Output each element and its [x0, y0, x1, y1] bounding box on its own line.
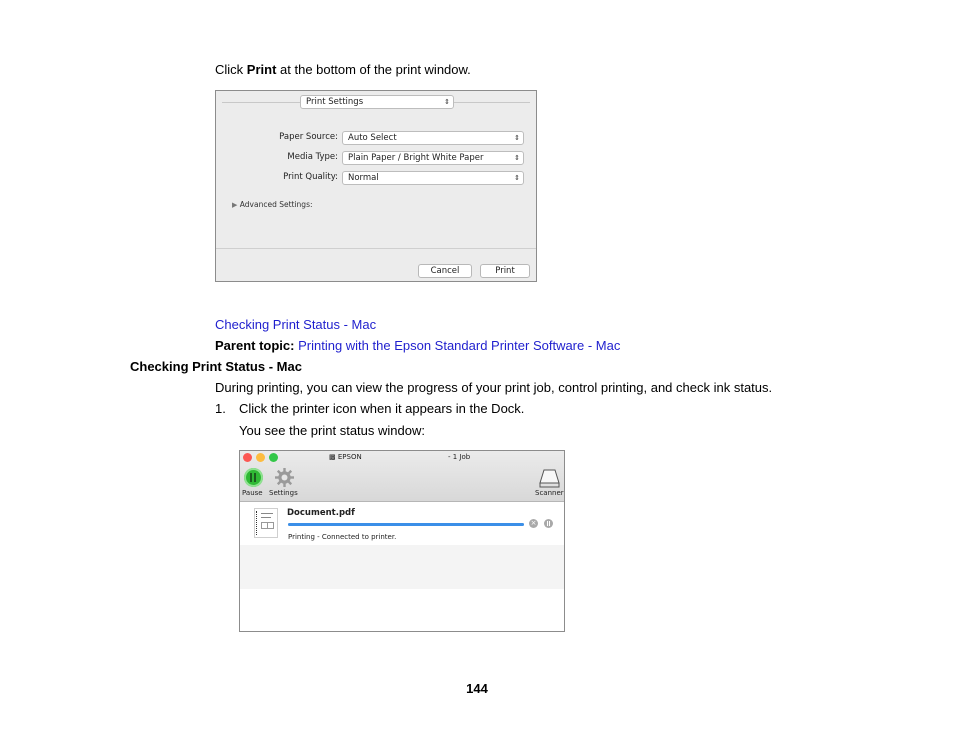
parent-topic-line — [215, 338, 620, 354]
updown-chevron-icon: ⇕ — [514, 174, 520, 182]
step-result: You see the print status window: — [239, 423, 425, 438]
empty-list-row — [240, 545, 564, 589]
media-type-popup[interactable]: Plain Paper / Bright White Paper ⇕ — [342, 151, 524, 165]
progress-fill — [288, 523, 524, 526]
print-quality-popup[interactable]: Normal ⇕ — [342, 171, 524, 185]
print-quality-label: Print Quality: — [283, 172, 338, 182]
progress-track — [288, 523, 524, 526]
checking-status-link-line — [215, 317, 376, 333]
document-thumbnail — [254, 508, 278, 538]
window-title: ▩ EPSON — [329, 453, 362, 461]
updown-chevron-icon: ⇕ — [514, 134, 520, 142]
section-heading: Checking Print Status - Mac — [130, 359, 302, 374]
gear-icon[interactable] — [274, 467, 295, 488]
scanner-label: Scanner — [535, 489, 564, 497]
cancel-button[interactable]: Cancel — [418, 264, 472, 278]
section-body: During printing, you can view the progress of your print job, control printing, and check ink status. — [215, 380, 773, 395]
job-status-text: Printing - Connected to printer. — [288, 533, 397, 541]
pause-label: Pause — [242, 489, 263, 497]
step-text: Click the printer icon when it appears in the Dock. — [239, 401, 525, 416]
print-button[interactable]: Print — [480, 264, 530, 278]
pause-icon — [250, 473, 252, 482]
zoom-window-button[interactable] — [269, 453, 278, 462]
media-type-label: Media Type: — [287, 152, 338, 162]
scanner-icon[interactable] — [539, 468, 560, 488]
paper-source-label: Paper Source: — [279, 132, 338, 142]
paper-source-popup[interactable]: Auto Select ⇕ — [342, 131, 524, 145]
parent-topic-link[interactable]: Printing with the Epson Standard Printer Software - Mac — [298, 338, 621, 353]
divider — [222, 102, 300, 103]
updown-chevron-icon: ⇕ — [514, 154, 520, 162]
close-window-button[interactable] — [243, 453, 252, 462]
updown-chevron-icon: ⇕ — [444, 98, 450, 106]
print-settings-dialog — [215, 90, 537, 282]
advanced-settings-disclosure[interactable]: ▶ Advanced Settings: — [232, 200, 313, 209]
step-number: 1. — [215, 401, 226, 416]
cancel-job-icon[interactable]: × — [530, 519, 537, 527]
pause-job-icon[interactable] — [544, 519, 553, 528]
parent-topic-label: Parent topic: — [215, 338, 295, 353]
page-number: 144 — [466, 681, 488, 696]
settings-label: Settings — [269, 489, 298, 497]
checking-print-status-link[interactable]: Checking Print Status - Mac — [215, 317, 377, 332]
minimize-window-button[interactable] — [256, 453, 265, 462]
print-status-window — [239, 450, 565, 632]
job-count: - 1 Job — [448, 453, 471, 461]
divider — [216, 248, 536, 249]
status-toolbar — [240, 451, 564, 502]
pause-button[interactable] — [244, 468, 263, 487]
document-name: Document.pdf — [287, 508, 355, 518]
disclosure-triangle-icon: ▶ — [232, 201, 238, 209]
printer-icon: ▩ — [329, 453, 336, 461]
divider — [454, 102, 530, 103]
section-popup[interactable]: Print Settings ⇕ — [300, 95, 454, 109]
intro-text: Click Print at the bottom of the print window. — [215, 62, 471, 77]
